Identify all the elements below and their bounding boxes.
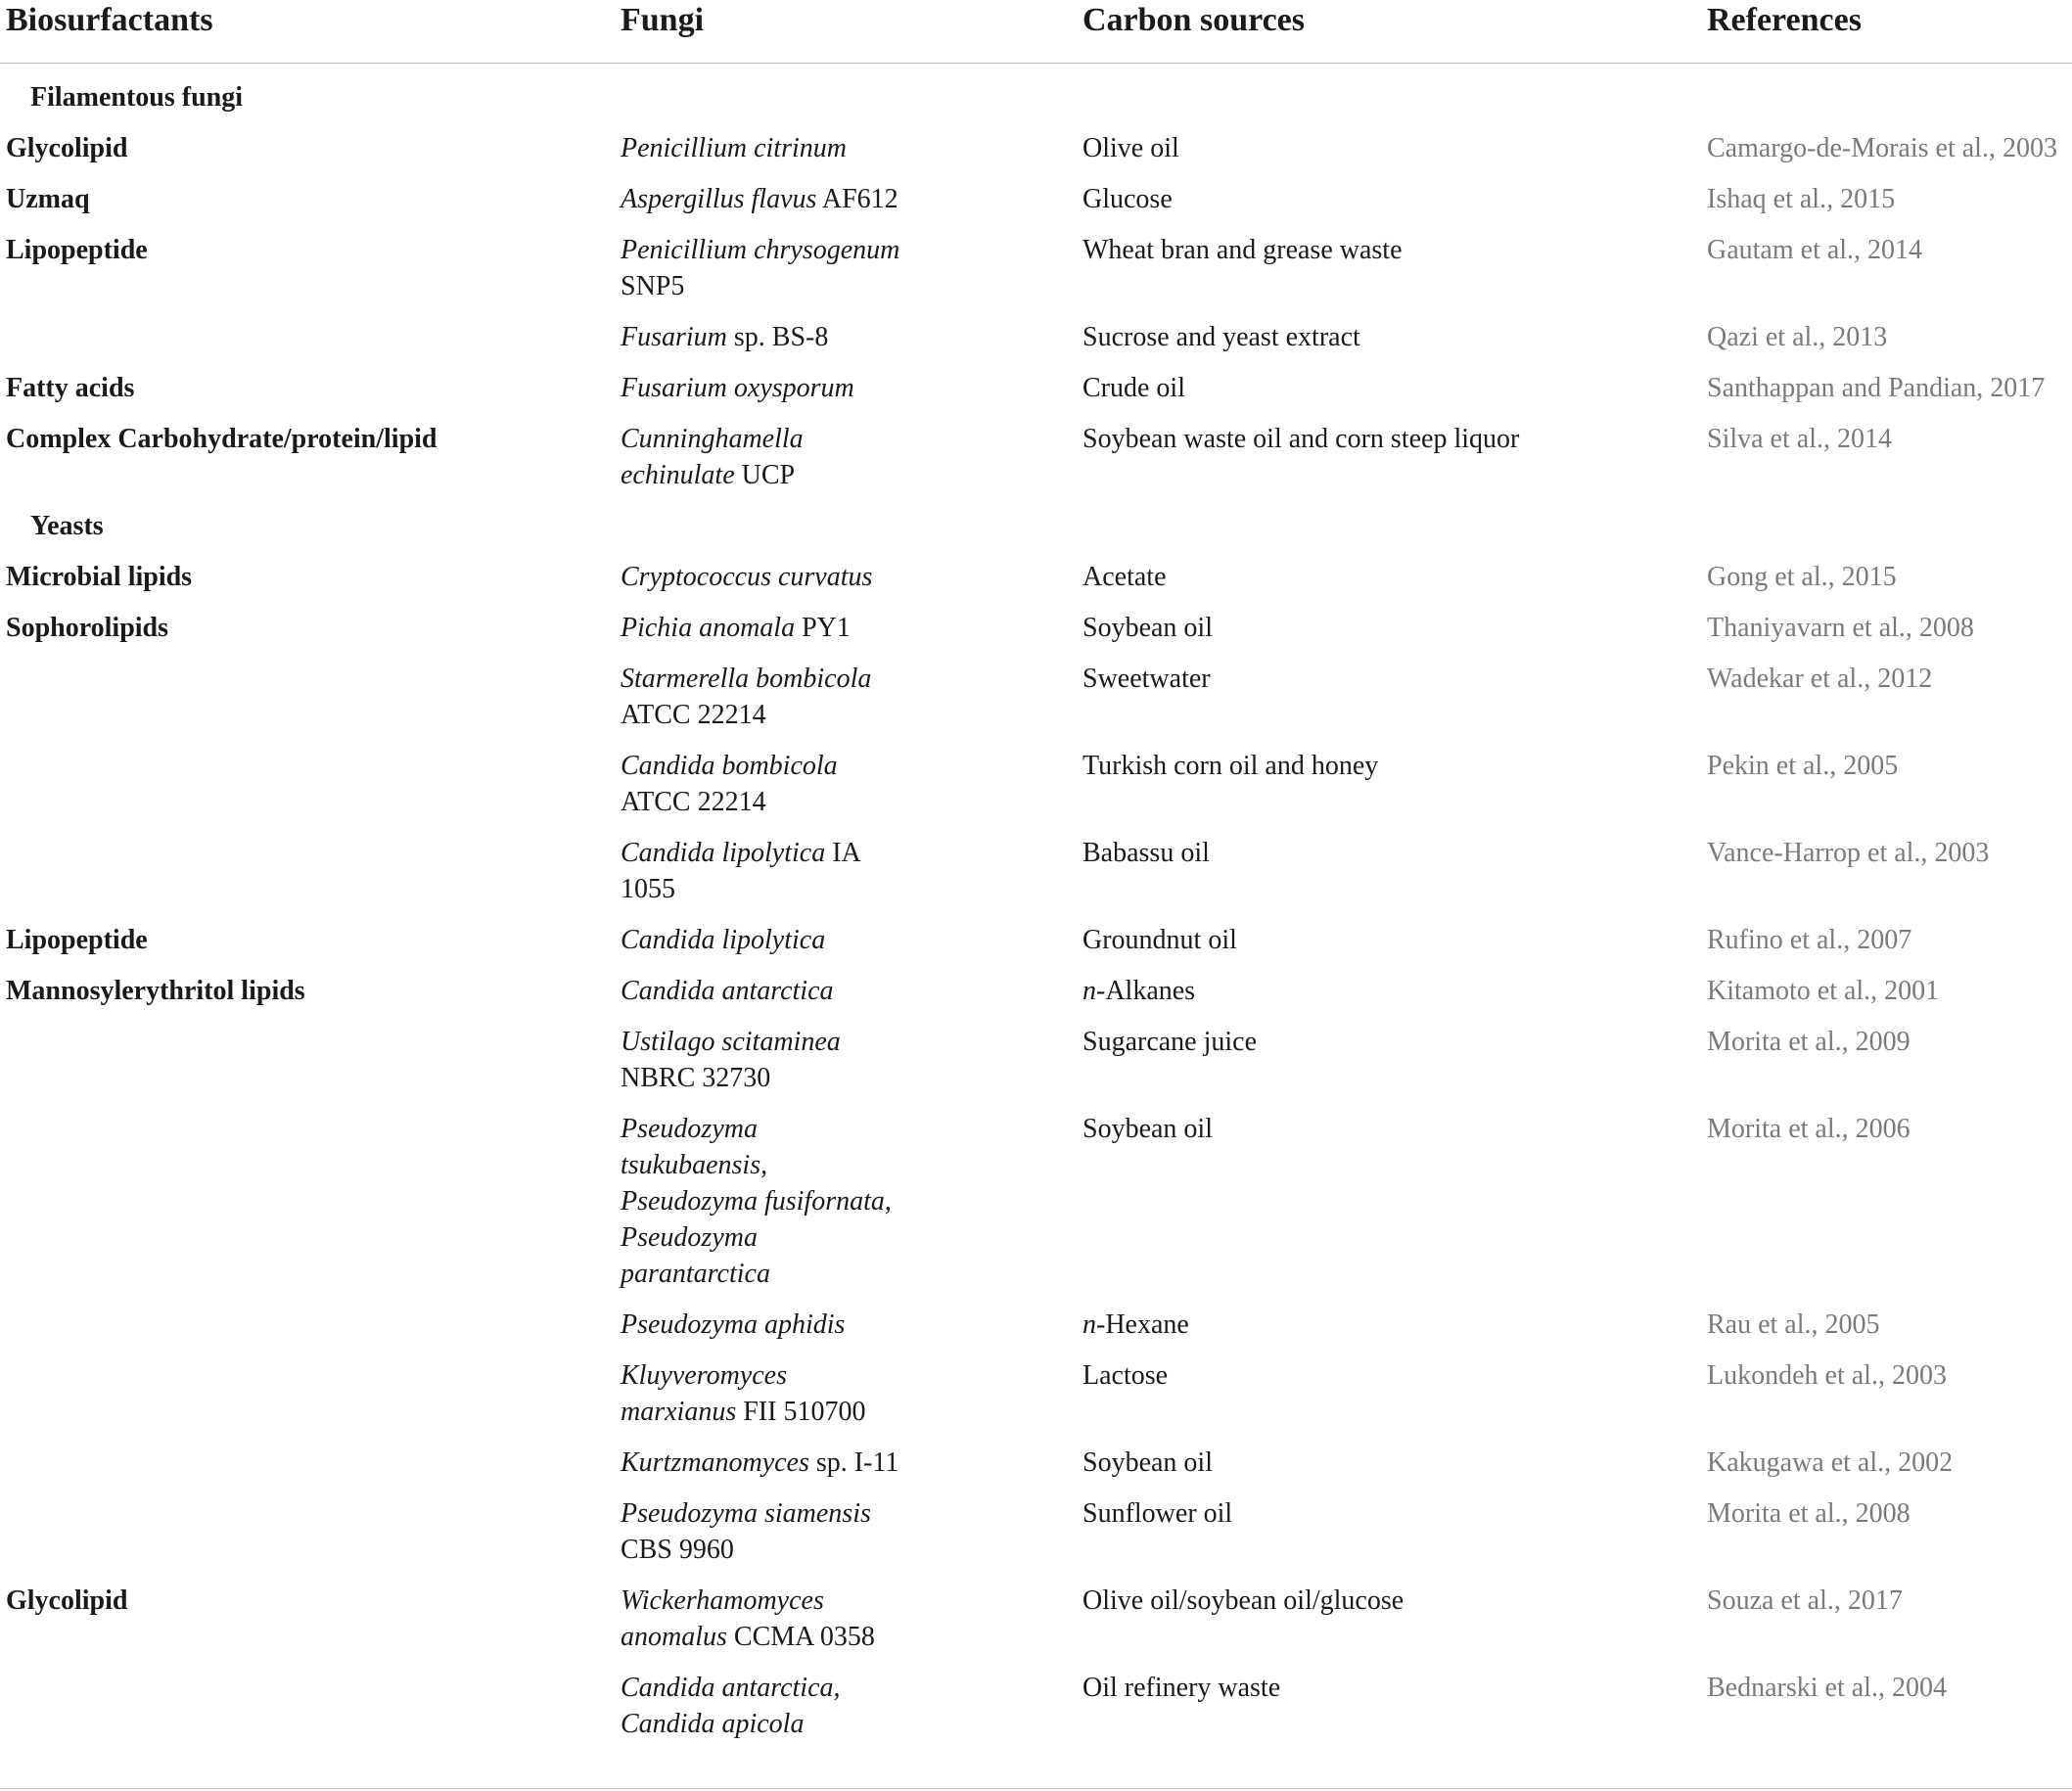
fungi-cell	[621, 130, 914, 166]
carbon-source-cell: Olive oil/soybean oil/glucose	[1082, 1585, 1404, 1616]
fungi-cell	[621, 559, 914, 595]
fungi-cell	[621, 1357, 914, 1430]
fungi-text: Pseudozyma fusifornata,	[621, 1186, 892, 1217]
fungi-line	[621, 559, 914, 595]
fungi-text: sp. BS-8	[726, 322, 829, 352]
fungi-text: CCMA 0358	[726, 1622, 875, 1652]
fungi-text: Pseudozyma siamensis	[621, 1498, 871, 1529]
reference-cell: Gong et al., 2015	[1707, 562, 1897, 592]
header-fungi: Fungi	[621, 2, 705, 38]
fungi-cell	[621, 1024, 914, 1096]
reference-cell: Thaniyavarn et al., 2008	[1707, 613, 1974, 643]
fungi-text: Fusarium oxysporum	[621, 373, 854, 403]
fungi-line	[621, 973, 914, 1009]
fungi-text: anomalus	[621, 1622, 727, 1652]
fungi-text: Fusarium	[621, 322, 727, 352]
table-header	[0, 0, 2072, 64]
fungi-text: FII 510700	[736, 1397, 866, 1427]
fungi-line	[621, 1532, 914, 1568]
fungi-text: marxianus	[621, 1397, 737, 1427]
biosurfactant-cell: Uzmaq	[6, 184, 90, 214]
fungi-text: echinulate	[621, 460, 735, 490]
reference-cell: Santhappan and Pandian, 2017	[1707, 373, 2046, 403]
fungi-line	[621, 1357, 914, 1394]
section-label: Filamentous fungi	[30, 82, 244, 113]
fungi-cell	[621, 1445, 914, 1481]
carbon-source-cell	[1082, 973, 1195, 1009]
fungi-text: Candida antarctica	[621, 976, 834, 1006]
fungi-text: PY1	[795, 613, 851, 643]
carbon-source-cell: Crude oil	[1082, 373, 1185, 403]
biosurfactant-cell: Glycolipid	[6, 1585, 128, 1616]
reference-cell: Qazi et al., 2013	[1707, 322, 1888, 352]
fungi-text: sp. I-11	[808, 1447, 899, 1478]
fungi-line	[621, 1706, 914, 1742]
fungi-line	[621, 1256, 914, 1292]
bottom-rule	[0, 1788, 2072, 1789]
header-biosurfactants: Biosurfactants	[6, 2, 213, 38]
fungi-text: parantarctica	[621, 1259, 770, 1289]
fungi-text: Candida lipolytica	[621, 925, 826, 955]
biosurfactant-cell: Lipopeptide	[6, 235, 148, 265]
fungi-line	[621, 697, 914, 733]
fungi-line	[621, 319, 914, 355]
fungi-line	[621, 748, 914, 784]
fungi-text: Candida lipolytica	[621, 838, 826, 868]
reference-cell: Kitamoto et al., 2001	[1707, 976, 1940, 1006]
fungi-line	[621, 457, 914, 493]
carbon-source-cell: Sucrose and yeast extract	[1082, 322, 1360, 352]
fungi-text: 1055	[621, 874, 675, 904]
fungi-cell	[621, 610, 914, 646]
reference-cell: Rau et al., 2005	[1707, 1309, 1880, 1340]
reference-cell: Bednarski et al., 2004	[1707, 1673, 1947, 1703]
header-carbon-sources: Carbon sources	[1082, 2, 1305, 38]
biosurfactant-cell: Mannosylerythritol lipids	[6, 976, 305, 1006]
biosurfactant-cell: Lipopeptide	[6, 925, 148, 955]
fungi-cell	[621, 973, 914, 1009]
fungi-line	[621, 661, 914, 697]
reference-cell: Rufino et al., 2007	[1707, 925, 1912, 955]
fungi-text: Aspergillus flavus	[621, 184, 817, 214]
fungi-text: Starmerella bombicola	[621, 664, 872, 694]
reference-cell: Silva et al., 2014	[1707, 424, 1892, 454]
fungi-line	[621, 232, 914, 268]
biosurfactant-cell: Glycolipid	[6, 133, 128, 163]
fungi-line	[621, 1445, 914, 1481]
reference-cell: Gautam et al., 2014	[1707, 235, 1923, 265]
reference-cell: Morita et al., 2006	[1707, 1114, 1911, 1144]
fungi-text: Ustilago scitaminea	[621, 1027, 841, 1057]
reference-cell: Vance-Harrop et al., 2003	[1707, 838, 1990, 868]
carbon-source-cell: Oil refinery waste	[1082, 1673, 1281, 1703]
fungi-line	[621, 130, 914, 166]
fungi-line	[621, 1024, 914, 1060]
reference-cell: Wadekar et al., 2012	[1707, 664, 1933, 694]
fungi-line	[621, 922, 914, 958]
fungi-text: tsukubaensis,	[621, 1150, 768, 1180]
biosurfactant-cell: Complex Carbohydrate/protein/lipid	[6, 424, 437, 454]
fungi-line	[621, 1147, 914, 1183]
fungi-line	[621, 268, 914, 304]
reference-cell: Souza et al., 2017	[1707, 1585, 1903, 1616]
fungi-line	[621, 370, 914, 406]
carbon-source-cell	[1082, 1307, 1189, 1343]
fungi-cell	[621, 421, 914, 493]
carbon-source-cell: Soybean oil	[1082, 613, 1213, 643]
fungi-line	[621, 1183, 914, 1219]
fungi-text: Penicillium chrysogenum	[621, 235, 900, 265]
biosurfactant-cell: Sophorolipids	[6, 613, 169, 643]
fungi-text: ATCC 22214	[621, 787, 766, 817]
fungi-cell	[621, 181, 914, 217]
carbon-source-cell: Soybean oil	[1082, 1447, 1213, 1478]
reference-cell: Pekin et al., 2005	[1707, 751, 1899, 781]
fungi-text: Candida apicola	[621, 1709, 805, 1739]
fungi-cell	[621, 835, 914, 907]
fungi-line	[621, 421, 914, 457]
reference-cell: Camargo-de-Morais et al., 2003	[1707, 133, 2057, 163]
fungi-text: Penicillium citrinum	[621, 133, 847, 163]
fungi-line	[621, 1619, 914, 1655]
carbon-source-text: -Hexane	[1096, 1309, 1189, 1340]
fungi-cell	[621, 1670, 914, 1742]
carbon-source-cell: Soybean oil	[1082, 1114, 1213, 1144]
fungi-text: UCP	[734, 460, 796, 490]
fungi-text: Candida bombicola	[621, 751, 838, 781]
reference-cell: Kakugawa et al., 2002	[1707, 1447, 1954, 1478]
carbon-source-text: -Alkanes	[1096, 976, 1196, 1006]
fungi-text: Kluyveromyces	[621, 1360, 787, 1391]
carbon-source-cell: Turkish corn oil and honey	[1082, 751, 1379, 781]
fungi-text: AF612	[816, 184, 898, 214]
fungi-cell	[621, 370, 914, 406]
fungi-text: ATCC 22214	[621, 700, 766, 730]
fungi-line	[621, 784, 914, 820]
fungi-line	[621, 1219, 914, 1256]
carbon-source-text: n	[1082, 1309, 1096, 1340]
fungi-text: Pseudozyma	[621, 1222, 758, 1253]
fungi-text: CBS 9960	[621, 1535, 734, 1565]
carbon-source-cell: Soybean waste oil and corn steep liquor	[1082, 424, 1520, 454]
fungi-line	[621, 1495, 914, 1532]
fungi-cell	[621, 748, 914, 820]
fungi-line	[621, 1583, 914, 1619]
carbon-source-cell: Acetate	[1082, 562, 1167, 592]
carbon-source-cell: Groundnut oil	[1082, 925, 1237, 955]
fungi-text: IA	[825, 838, 861, 868]
fungi-line	[621, 1307, 914, 1343]
reference-cell: Ishaq et al., 2015	[1707, 184, 1896, 214]
fungi-line	[621, 1111, 914, 1147]
reference-cell: Morita et al., 2008	[1707, 1498, 1911, 1529]
biosurfactant-cell: Microbial lipids	[6, 562, 193, 592]
carbon-source-cell: Lactose	[1082, 1360, 1169, 1391]
fungi-cell	[621, 1307, 914, 1343]
fungi-cell	[621, 922, 914, 958]
carbon-source-cell: Wheat bran and grease waste	[1082, 235, 1403, 265]
fungi-text: NBRC 32730	[621, 1063, 771, 1093]
fungi-text: Pseudozyma	[621, 1114, 758, 1144]
carbon-source-cell: Sweetwater	[1082, 664, 1211, 694]
fungi-line	[621, 871, 914, 907]
fungi-text: Cryptococcus curvatus	[621, 562, 873, 592]
fungi-cell	[621, 661, 914, 733]
fungi-line	[621, 1060, 914, 1096]
carbon-source-text: n	[1082, 976, 1096, 1006]
fungi-cell	[621, 1111, 914, 1292]
reference-cell: Lukondeh et al., 2003	[1707, 1360, 1947, 1391]
reference-cell: Morita et al., 2009	[1707, 1027, 1911, 1057]
carbon-source-cell: Babassu oil	[1082, 838, 1210, 868]
fungi-cell	[621, 1583, 914, 1655]
carbon-source-cell: Glucose	[1082, 184, 1173, 214]
fungi-cell	[621, 232, 914, 304]
fungi-line	[621, 181, 914, 217]
carbon-source-cell: Sunflower oil	[1082, 1498, 1233, 1529]
header-references: References	[1707, 2, 1862, 38]
fungi-line	[621, 610, 914, 646]
fungi-line	[621, 1670, 914, 1706]
fungi-cell	[621, 1495, 914, 1568]
fungi-text: SNP5	[621, 271, 685, 301]
fungi-text: Pseudozyma aphidis	[621, 1309, 846, 1340]
fungi-text: Candida antarctica,	[621, 1673, 841, 1703]
biosurfactant-cell: Fatty acids	[6, 373, 135, 403]
fungi-text: Wickerhamomyces	[621, 1585, 824, 1616]
fungi-text: Kurtzmanomyces	[621, 1447, 809, 1478]
fungi-cell	[621, 319, 914, 355]
fungi-text: Pichia anomala	[621, 613, 796, 643]
fungi-line	[621, 1394, 914, 1430]
fungi-text: Cunninghamella	[621, 424, 804, 454]
carbon-source-cell: Sugarcane juice	[1082, 1027, 1258, 1057]
section-label: Yeasts	[30, 511, 104, 541]
carbon-source-cell: Olive oil	[1082, 133, 1179, 163]
fungi-line	[621, 835, 914, 871]
